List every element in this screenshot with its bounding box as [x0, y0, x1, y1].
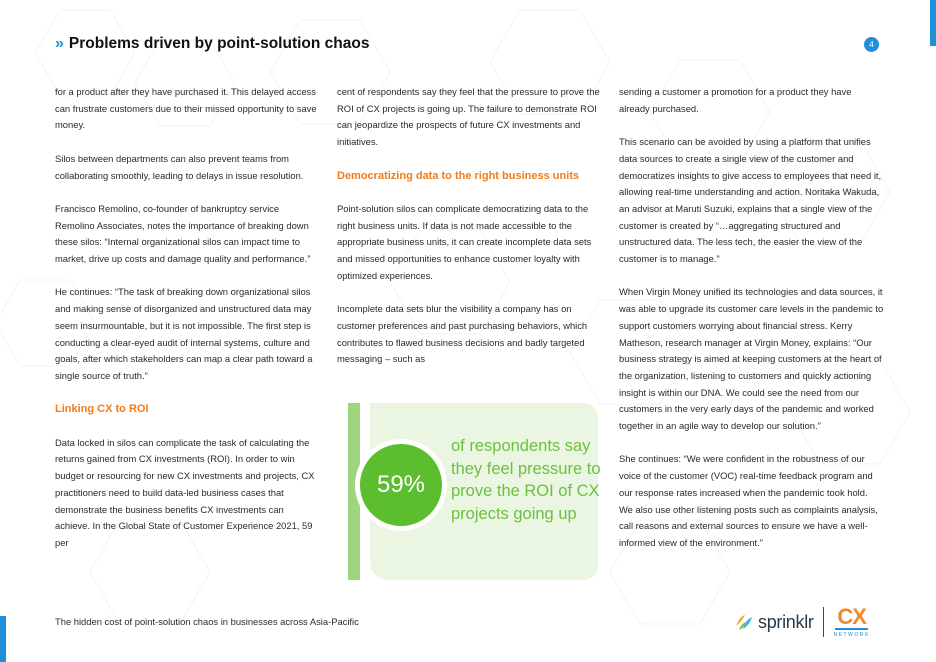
text-column-1	[55, 84, 320, 568]
paragraph: Silos between departments can also prevent teams from collaborating smoothly, leading to delays in issue resolution.	[55, 152, 304, 181]
sprinklr-leaf-icon	[734, 612, 754, 632]
paragraph: Data locked in silos can complicate the task of calculating the returns gained from CX investments (ROI). In order to win budget or resourcing for new CX investments and projects, CX practitioners need to build data-led business cases that demonstrate the business benefits CX investments can achieve. In the Global State of Customer Experience 2021, 59 per	[55, 436, 315, 548]
paragraph: cent of respondents say they feel that the pressure to prove the ROI of CX projects is going up. The failure to demonstrate ROI can jeopardize the prospects of future CX investments and initiatives.	[337, 86, 600, 148]
paragraph: Incomplete data sets blur the visibility a company has on customer preferences and past purchasing behaviors, which contributes to flawed business decisions and badly targeted messaging – such as	[337, 303, 588, 365]
bottom-left-accent-bar	[0, 616, 6, 662]
callout-text: of respondents say they feel pressure to prove the ROI of CX projects going up	[451, 437, 601, 523]
page-number-badge: 4	[864, 37, 879, 52]
sprinklr-wordmark: sprinklr	[758, 611, 814, 632]
paragraph: Point-solution silos can complicate democratizing data to the right business units. If data is not made accessible to the appropriate business units, it can create incomplete data sets and missed opportunities to enhance customer loyalty with optimized experiences.	[337, 202, 592, 281]
paragraph: sending a customer a promotion for a product they have already purchased.	[619, 86, 852, 114]
section-heading-linking-cx-to-roi: Linking CX to ROI	[55, 403, 149, 416]
text-column-3	[619, 84, 884, 568]
section-heading-democratizing-data: Democratizing data to the right business units	[337, 169, 580, 182]
paragraph: When Virgin Money unified its technologies and data sources, it was able to upgrade its customer care levels in the pandemic to support customers worrying about financial stress. Kerry Matheson, research manager at Virgin Money, explains: “Our business strategy is aimed at keeping customers at the heart of the organization, listening to customers and quickly actioning insight is within our DNA. We could see the need from our customers in the very early days of the pandemic and worked together in an agile way to develop our solution.”	[619, 286, 884, 432]
cx-network-label: NETWORK	[833, 632, 870, 638]
text-column-2	[337, 84, 602, 385]
logo-divider	[823, 607, 824, 637]
top-right-accent-bar	[930, 0, 936, 46]
paragraph: Francisco Remolino, co-founder of bankruptcy service Remolino Associates, notes the importance of breaking down these silos: “Internal organizational silos can impact time to market, drive up costs and damage quality and performance.”	[55, 202, 311, 264]
page-header	[55, 34, 369, 54]
sprinklr-logo	[734, 612, 814, 633]
callout-box	[370, 403, 601, 580]
stat-circle: 59%	[360, 444, 442, 526]
cx-wordmark: CX	[837, 604, 866, 629]
paragraph: for a product after they have purchased it. This delayed access can frustrate customers due to their missed opportunity to save money.	[55, 86, 317, 131]
cx-network-logo	[834, 606, 870, 638]
footer-caption: The hidden cost of point-solution chaos in businesses across Asia-Pacific	[55, 616, 359, 627]
double-chevron-icon: »	[55, 35, 61, 52]
page-title: Problems driven by point-solution chaos	[68, 35, 370, 52]
footer-logos	[734, 605, 870, 639]
paragraph: He continues: “The task of breaking down organizational silos and making sense of disorganized and unstructured data may seem insurmountable, but it is not impossible. The first step is conducting a clear-eyed audit of internal systems, culture and goals, after which stakeholders can map a clear path toward a single source of truth.”	[55, 286, 313, 381]
paragraph: This scenario can be avoided by using a platform that unifies data sources to create a single view of the customer and democratizes insights to give access to employees that need it, allowing real-time understanding and action. Noritaka Wakuda, an advisor at Maruti Suzuki, explains that a single view of the customer is created by “…aggregating structured and unstructured data. The less tech, the easier the view of the customer is to manage.”	[619, 136, 882, 265]
paragraph: She continues: “We were confident in the robustness of our voice of the customer (VOC) real-time feedback program and our response rates increased when the pandemic took hold. We also use other listening posts such as complaints analysis, call reasons and external sources to ensure we have a well-informed view of the environment.”	[619, 453, 878, 548]
stat-callout	[348, 403, 601, 580]
